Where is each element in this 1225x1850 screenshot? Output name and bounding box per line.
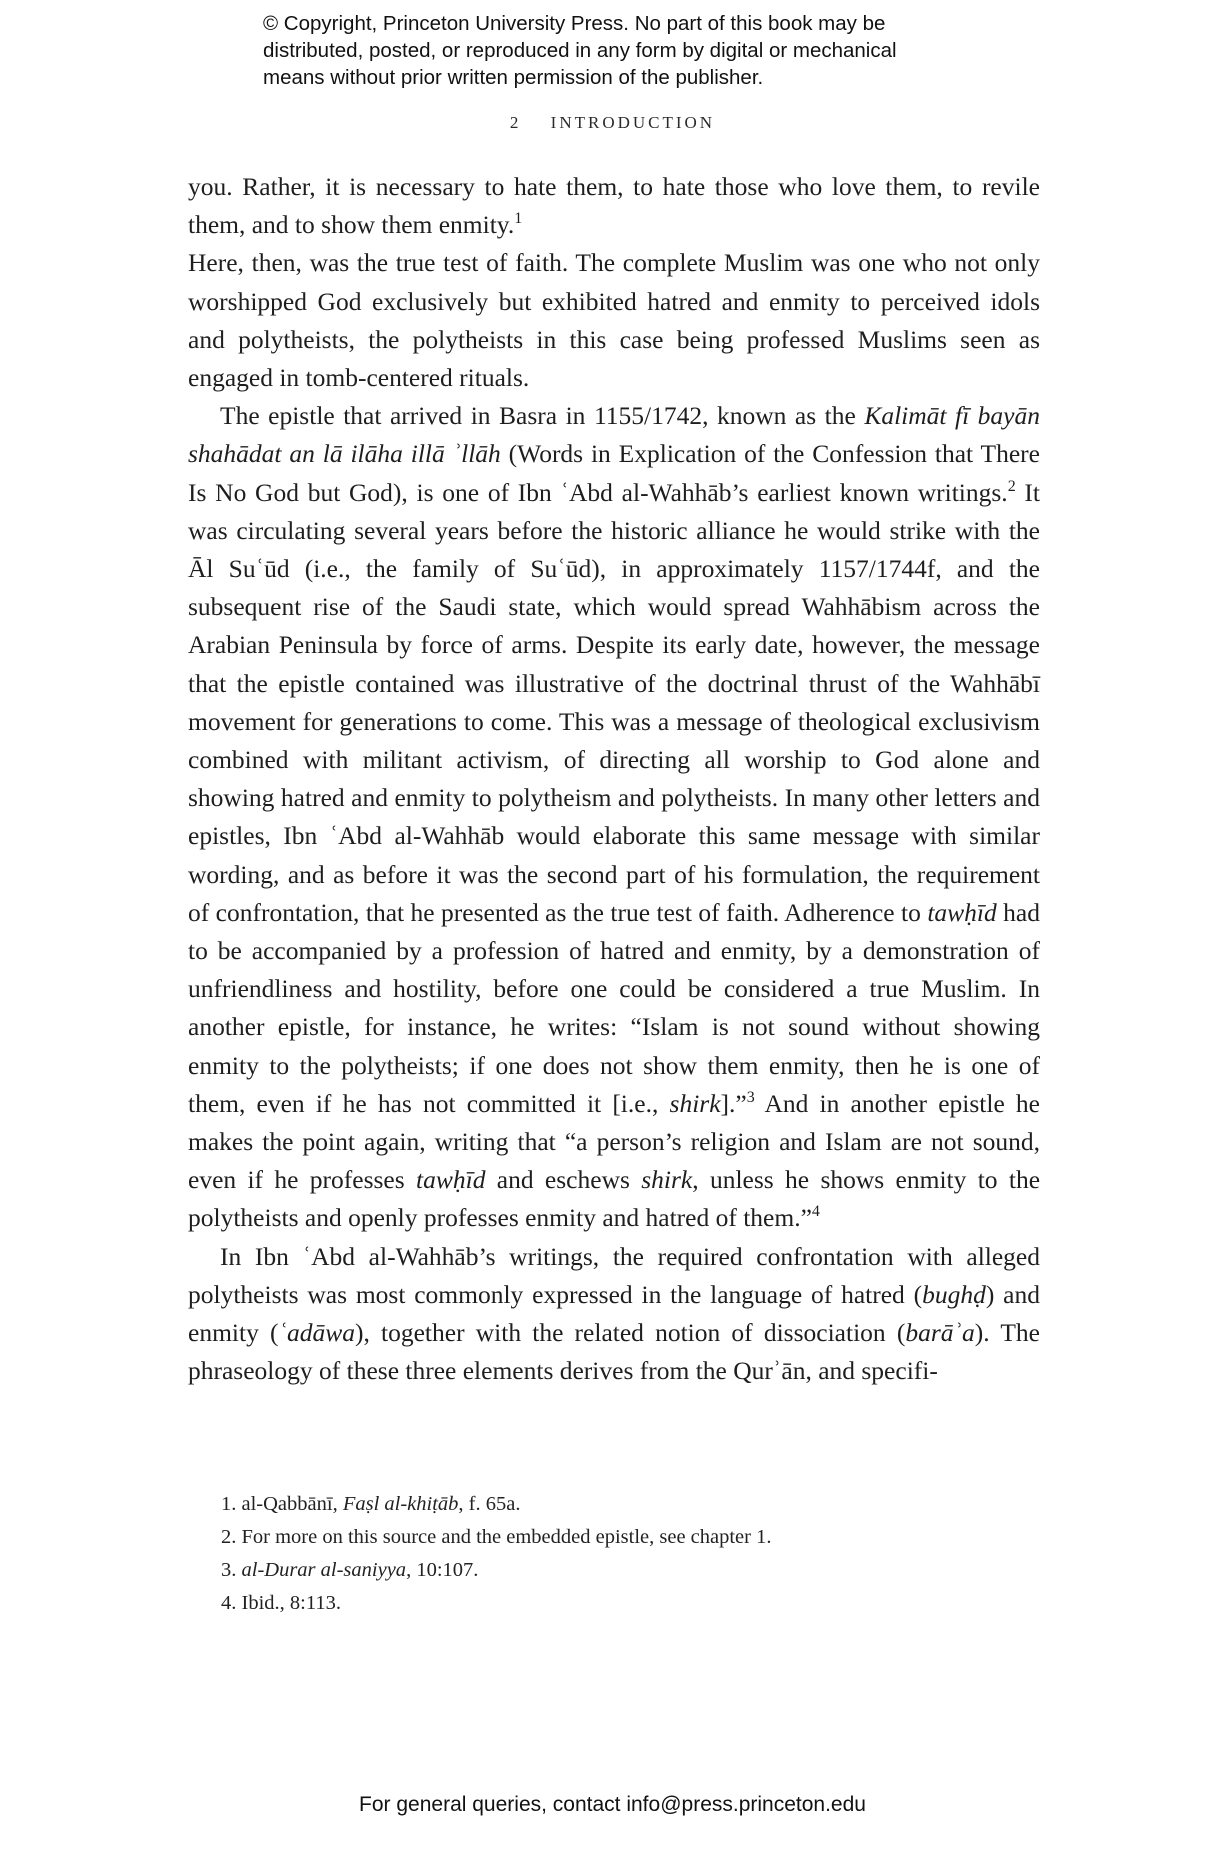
p2-text-4: had to be accompanied by a profession of hatred and enmity, by a demonstration of unfriendliness and hostility, before one could be considered a true Muslim. In another epistle, for instance, he writes: “Islam is not sound without showing enmity to the polytheists; if one does not show them enmity, then he is one of them, even if he has not committed it [i.e., — [188, 897, 1041, 1118]
term-bughd: bughḍ — [922, 1279, 986, 1309]
footnote-3 — [221, 1554, 1021, 1587]
paragraph-3 — [188, 1238, 1040, 1391]
p2-text-2: (Words in Explication of the Confession that There Is No God but God), is one of Ibn ʿAbd al-Wahhāb’s earliest known writings. — [188, 439, 1040, 507]
footnote-title: al-Durar al-saniyya — [241, 1559, 407, 1581]
p2-text-7: and eschews — [485, 1165, 642, 1195]
p3-text-4: ). The phraseology of these three elements derives from the Qurʾān, and specifi- — [188, 1318, 1040, 1386]
term-tawhid: tawḥīd — [927, 897, 997, 927]
term-baraa: barāʾa — [905, 1318, 975, 1348]
page-number: 2 — [509, 113, 522, 132]
p3-text-3: ), together with the related notion of dissociation ( — [354, 1318, 906, 1348]
footnote-text: , 10:107. — [406, 1559, 479, 1581]
note-ref-4: 4 — [811, 1203, 820, 1221]
paragraph-1: Here, then, was the true test of faith. The complete Muslim was one who not only worshipped God exclusively but exhibited hatred and enmity to perceived idols and polytheists, the polytheists in this case being professed Muslims seen as engaged in tomb-centered rituals. — [188, 248, 1040, 393]
copyright-line-1: © Copyright, Princeton University Press. No part of this book may be — [263, 12, 886, 35]
block-quote — [188, 168, 1040, 244]
p2-text-8: , unless he shows enmity to the polytheists and openly professes enmity and hatred of them.” — [188, 1165, 1041, 1233]
p3-text-1: In Ibn ʿAbd al-Wahhāb’s writings, the required confrontation with alleged polytheists was most commonly expressed in the language of hatred ( — [188, 1241, 1040, 1309]
copyright-notice — [263, 10, 983, 91]
p2-text-1: The epistle that arrived in Basra in 1155/1742, known as the — [220, 401, 865, 431]
footnote-text: , f. 65a. — [458, 1493, 521, 1515]
p2-text-6: And in another epistle he makes the point again, writing that “a person’s religion and Islam are not sound, even if he professes — [188, 1088, 1040, 1195]
copyright-line-3: means without prior written permission of the publisher. — [263, 66, 764, 89]
body-text — [188, 168, 1040, 1391]
chapter-title: INTRODUCTION — [550, 113, 716, 132]
note-ref-3: 3 — [746, 1088, 755, 1106]
note-ref-1: 1 — [514, 210, 523, 228]
term-shirk: shirk — [669, 1088, 721, 1118]
paragraph-2 — [188, 397, 1040, 1237]
term-adawa: ʿadāwa — [278, 1318, 355, 1348]
footnotes — [221, 1488, 1021, 1620]
p3-text-2: ) and enmity ( — [188, 1279, 1040, 1348]
footnote-text: al-Qabbānī, — [241, 1493, 343, 1515]
copyright-line-2: distributed, posted, or reproduced in any form by digital or mechanical — [263, 39, 897, 62]
footnote-number: 3. — [221, 1559, 242, 1581]
note-ref-2: 2 — [1007, 477, 1016, 495]
term-shirk: shirk — [641, 1165, 693, 1195]
contact-footer: For general queries, contact info@press.princeton.edu — [359, 1793, 866, 1816]
running-head — [0, 113, 1225, 133]
p2-text-5: ].” — [720, 1088, 747, 1118]
epistle-title: Kalimāt fī bayān shahādat an lā ilāha illā ʾllāh — [188, 401, 1040, 469]
footnote-2: 2. For more on this source and the embedded epistle, see chapter 1. — [221, 1526, 772, 1548]
footnote-1 — [221, 1488, 1021, 1521]
footnote-number: 1. — [221, 1493, 242, 1515]
term-tawhid: tawḥīd — [416, 1165, 486, 1195]
footnote-title: Faṣl al-khiṭāb — [342, 1493, 459, 1515]
p2-text-3: It was circulating several years before the historic alliance he would strike with the Āl Suʿūd (i.e., the family of Suʿūd), in approximately 1157/1744f, and the subsequent rise of the Saudi state, which would spread Wahhābism across the Arabian Peninsula by force of arms. Despite its early date, however, the message that the epistle contained was illustrative of the doctrinal thrust of the Wahhābī movement for generations to come. This was a message of theological exclusivism combined with militant activism, of directing all worship to God alone and showing hatred and enmity to polytheism and polytheists. In many other letters and epistles, Ibn ʿAbd al-Wahhāb would elaborate this same message with similar wording, and as before it was the second part of his formulation, the requirement of confrontation, that he presented as the true test of faith. Adherence to — [188, 477, 1040, 927]
footnote-4: 4. Ibid., 8:113. — [221, 1592, 341, 1614]
quote-text: you. Rather, it is necessary to hate them, to hate those who love them, to revile them, and to show them enmity. — [188, 172, 1040, 240]
